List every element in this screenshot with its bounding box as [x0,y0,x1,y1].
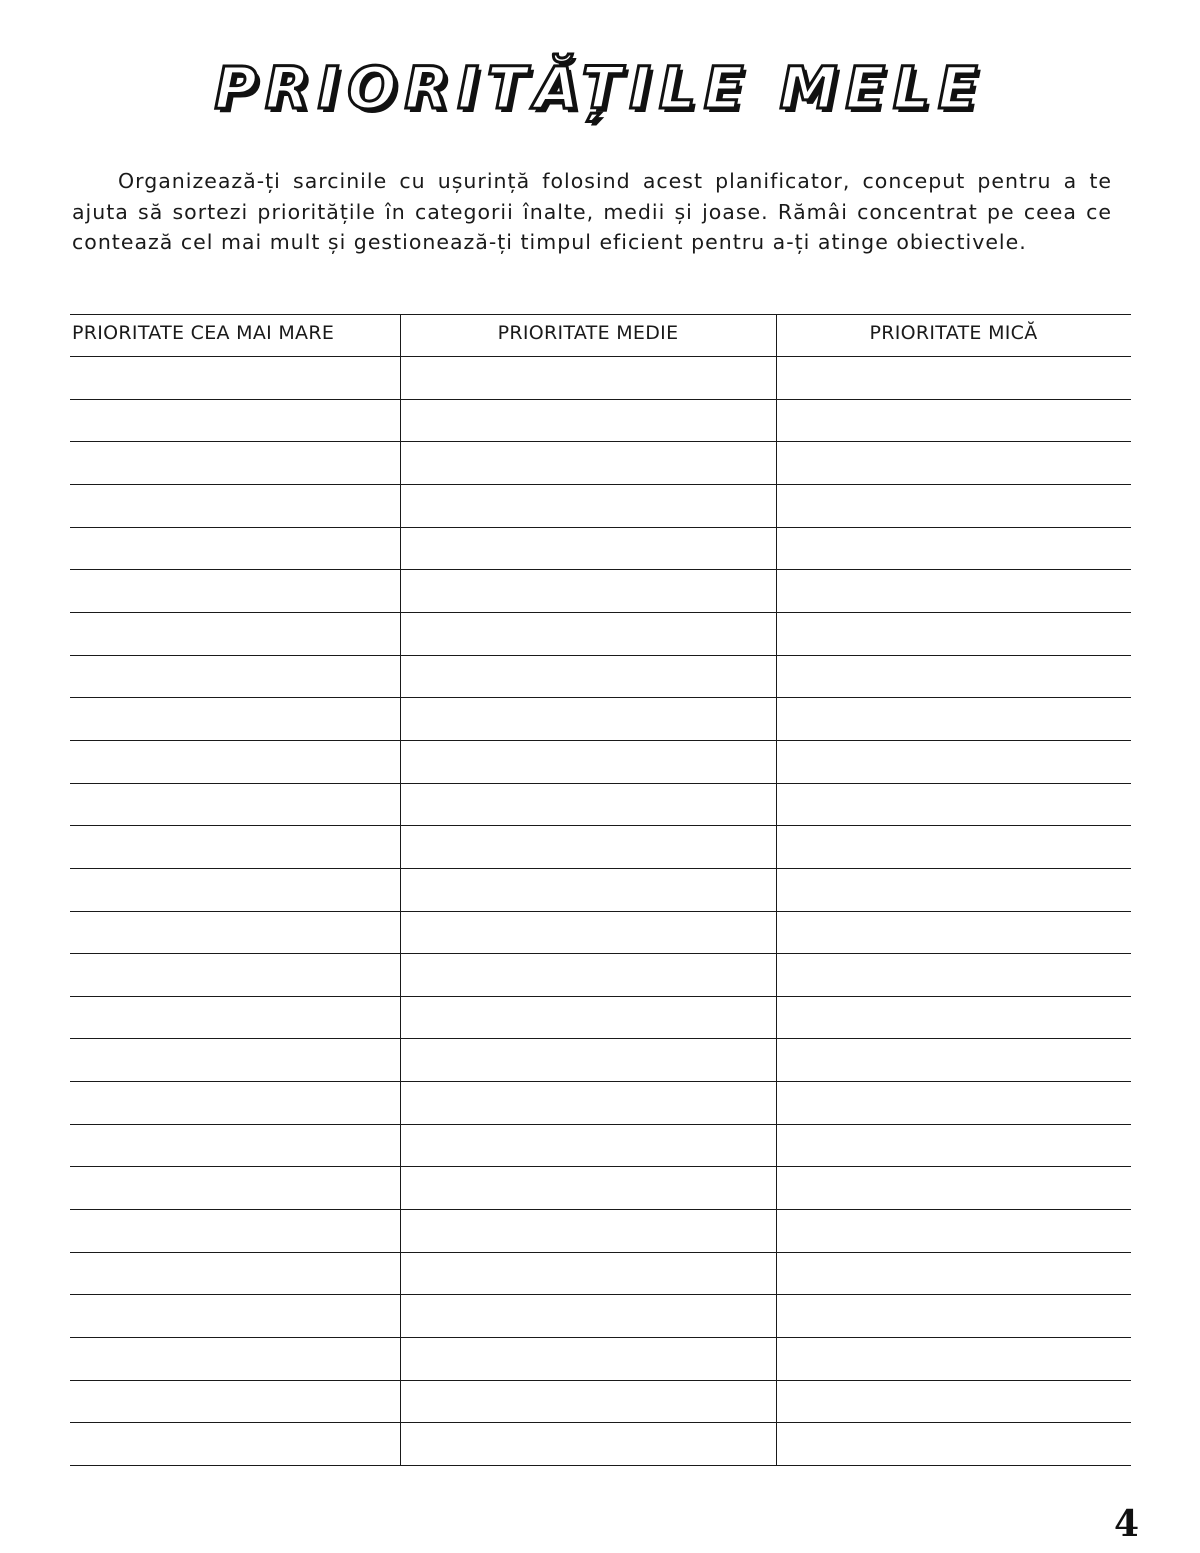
entry-cell-medium[interactable] [402,998,774,1037]
entry-cell-high[interactable] [72,998,398,1037]
entry-cell-low[interactable] [778,443,1129,482]
entry-cell-low[interactable] [778,571,1129,610]
entry-cell-high[interactable] [72,1296,398,1335]
entry-cell-low[interactable] [778,1296,1129,1335]
entry-cell-medium[interactable] [402,358,774,397]
entry-cell-low[interactable] [778,1083,1129,1122]
entry-cell-low[interactable] [778,870,1129,909]
entry-cell-high[interactable] [72,443,398,482]
row-rule [70,1209,1131,1210]
entry-cell-medium[interactable] [402,529,774,568]
entry-cell-low[interactable] [778,1126,1129,1165]
row-rule [70,1038,1131,1039]
row-rule [70,1422,1131,1423]
row-rule [70,612,1131,613]
row-rule [70,1252,1131,1253]
entry-cell-medium[interactable] [402,614,774,653]
entry-cell-high[interactable] [72,486,398,525]
entry-cell-low[interactable] [778,1339,1129,1378]
entry-cell-high[interactable] [72,657,398,696]
row-rule [70,953,1131,954]
row-rule [70,441,1131,442]
entry-cell-medium[interactable] [402,913,774,952]
row-rule [70,825,1131,826]
row-rule [70,1124,1131,1125]
row-rule [70,740,1131,741]
row-rule [70,697,1131,698]
entry-cell-high[interactable] [72,1126,398,1165]
entry-cell-high[interactable] [72,1254,398,1293]
row-rule [70,527,1131,528]
entry-cell-medium[interactable] [402,1168,774,1207]
column-header-high: PRIORITATE CEA MAI MARE [72,322,335,344]
entry-cell-high[interactable] [72,1168,398,1207]
entry-cell-high[interactable] [72,827,398,866]
entry-cell-medium[interactable] [402,401,774,440]
row-rule [70,868,1131,869]
priority-table [70,314,1131,1465]
row-rule [70,484,1131,485]
row-rule [70,655,1131,656]
entry-cell-medium[interactable] [402,827,774,866]
entry-cell-high[interactable] [72,529,398,568]
entry-cell-high[interactable] [72,1083,398,1122]
entry-cell-low[interactable] [778,1168,1129,1207]
entry-cell-medium[interactable] [402,1382,774,1421]
entry-cell-low[interactable] [778,401,1129,440]
row-rule [70,1081,1131,1082]
entry-cell-low[interactable] [778,529,1129,568]
row-rule [70,1380,1131,1381]
row-rule [70,1337,1131,1338]
entry-cell-high[interactable] [72,1339,398,1378]
entry-cell-low[interactable] [778,1040,1129,1079]
entry-cell-high[interactable] [72,614,398,653]
entry-cell-medium[interactable] [402,742,774,781]
entry-cell-medium[interactable] [402,1126,774,1165]
column-header-low: PRIORITATE MICĂ [869,322,1038,344]
entry-cell-low[interactable] [778,998,1129,1037]
entry-cell-medium[interactable] [402,1424,774,1463]
entry-cell-high[interactable] [72,785,398,824]
entry-cell-high[interactable] [72,870,398,909]
entry-cell-high[interactable] [72,1211,398,1250]
entry-cell-low[interactable] [778,955,1129,994]
row-rule [70,1166,1131,1167]
entry-cell-medium[interactable] [402,486,774,525]
entry-cell-high[interactable] [72,699,398,738]
entry-cell-medium[interactable] [402,1254,774,1293]
intro-paragraph: Organizează-ți sarcinile cu ușurință folosind acest planificator, conceput pentru a te ajuta să sortezi prioritățile în categorii înalte, medii și joase. Rămâi concentrat pe ceea ce contează cel mai mult și gestionează-ți timpul eficient pentru a-ți atinge obiectivele. [72,169,1112,254]
entry-cell-medium[interactable] [402,571,774,610]
entry-cell-medium[interactable] [402,785,774,824]
entry-cell-low[interactable] [778,827,1129,866]
column-divider-2 [776,314,777,1465]
entry-cell-low[interactable] [778,785,1129,824]
entry-cell-low[interactable] [778,1382,1129,1421]
entry-cell-medium[interactable] [402,657,774,696]
entry-cell-medium[interactable] [402,1040,774,1079]
entry-cell-high[interactable] [72,1382,398,1421]
entry-cell-low[interactable] [778,1211,1129,1250]
entry-cell-low[interactable] [778,1254,1129,1293]
entry-cell-low[interactable] [778,614,1129,653]
entry-cell-low[interactable] [778,1424,1129,1463]
entry-cell-medium[interactable] [402,955,774,994]
entry-cell-low[interactable] [778,657,1129,696]
row-rule [70,569,1131,570]
entry-cell-high[interactable] [72,955,398,994]
entry-cell-low[interactable] [778,699,1129,738]
row-rule [70,783,1131,784]
row-rule [70,911,1131,912]
entry-cell-high[interactable] [72,913,398,952]
entry-cell-low[interactable] [778,742,1129,781]
entry-cell-medium[interactable] [402,1339,774,1378]
entry-cell-high[interactable] [72,401,398,440]
page-number: 4 [1114,1503,1140,1545]
row-rule [70,996,1131,997]
entry-cell-medium[interactable] [402,443,774,482]
entry-cell-medium[interactable] [402,870,774,909]
entry-cell-medium[interactable] [402,699,774,738]
entry-cell-high[interactable] [72,1040,398,1079]
column-header-medium: PRIORITATE MEDIE [497,322,679,344]
row-rule [70,1294,1131,1295]
entry-cell-high[interactable] [72,742,398,781]
entry-cell-medium[interactable] [402,1211,774,1250]
table-top-rule [70,314,1131,315]
entry-cell-medium[interactable] [402,1296,774,1335]
entry-cell-medium[interactable] [402,1083,774,1122]
entry-cell-high[interactable] [72,1424,398,1463]
row-rule [70,399,1131,400]
entry-cell-low[interactable] [778,358,1129,397]
entry-cell-low[interactable] [778,913,1129,952]
entry-cell-high[interactable] [72,571,398,610]
page-title: PRIORITĂȚILE MELE [214,54,986,122]
column-divider-1 [400,314,401,1465]
row-rule [70,1465,1131,1466]
header-rule [70,356,1131,357]
entry-cell-high[interactable] [72,358,398,397]
entry-cell-low[interactable] [778,486,1129,525]
